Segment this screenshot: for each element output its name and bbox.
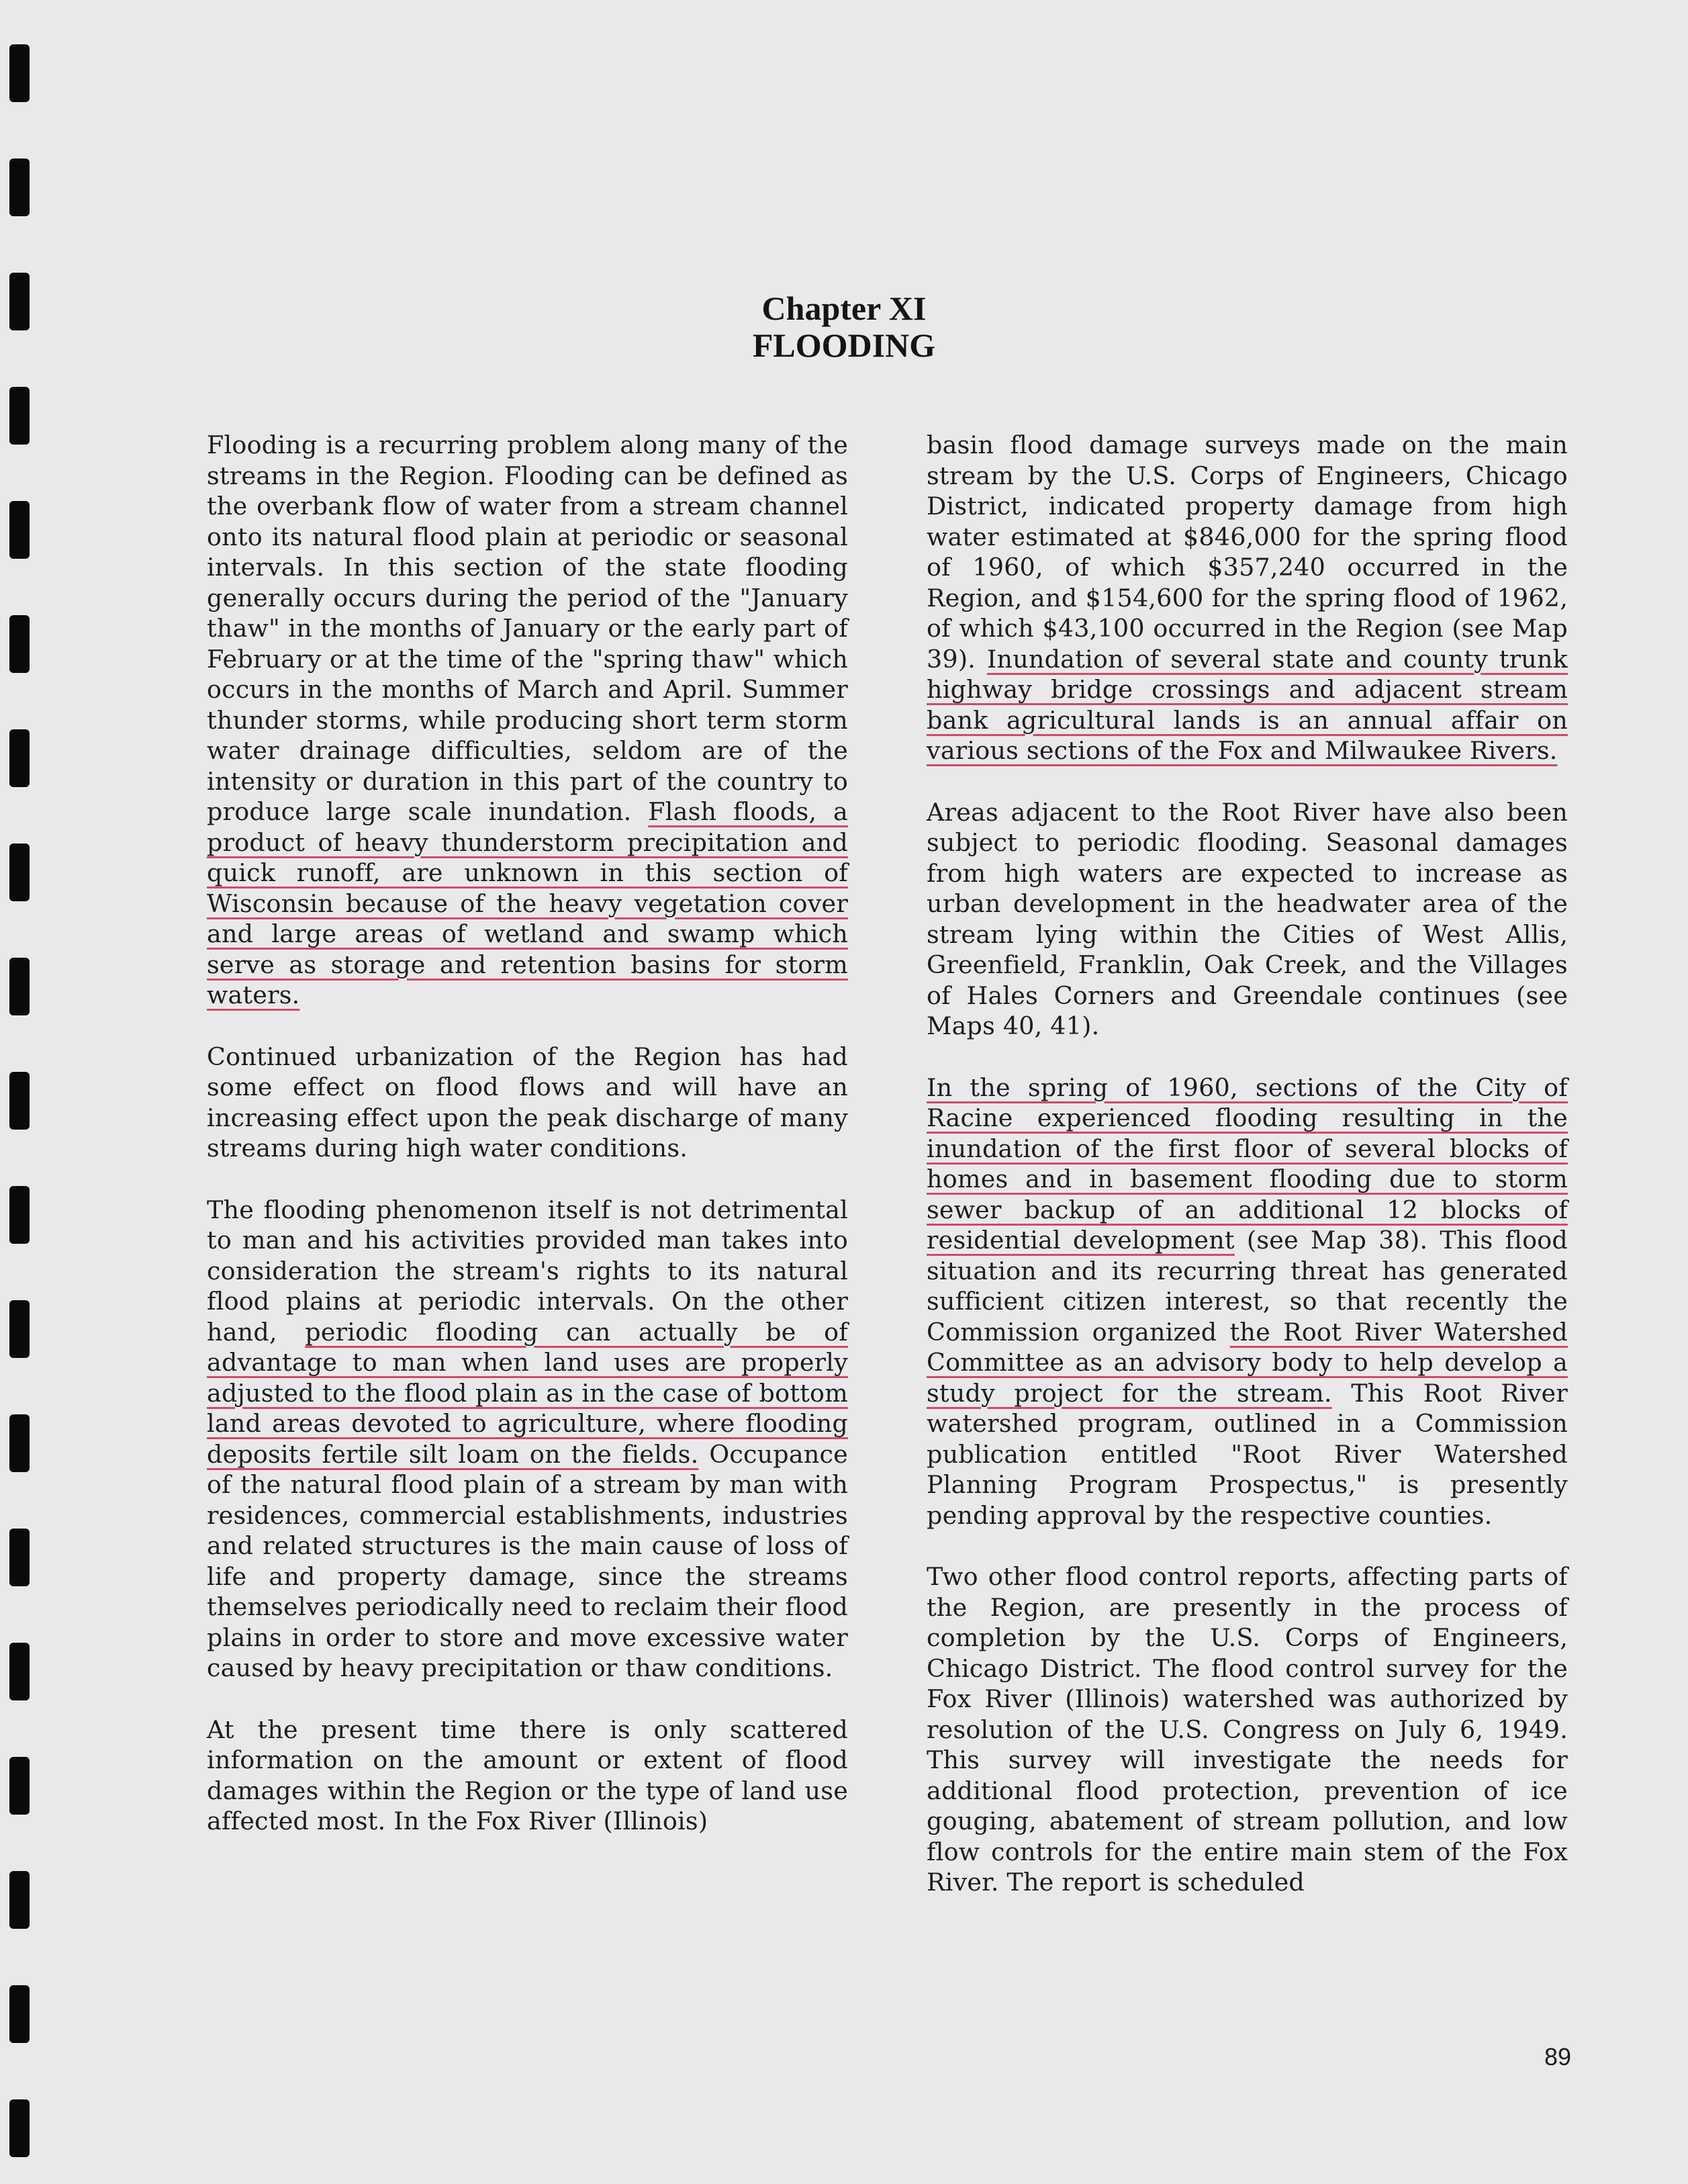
page-number: 89 (1544, 2043, 1572, 2071)
text-run: The flooding phenomenon itself is not detrimental to man and his activities provided man takes into consideration the stream's rights to its natural flood plains at periodic intervals. On the other hand, (207, 1195, 848, 1347)
text-run: basin flood damage surveys made on the main stream by the U.S. Corps of Engineers, Chicago District, indicated property damage from high water estimated at $846,000 for the spring flood of 1960, of which $357,240 occurred in the Region, and $154,600 for the spring flood of 1962, of which $43,100 occurred in the Region (see Map 39). (927, 430, 1568, 674)
binding-hole (9, 2099, 30, 2157)
binding-hole (9, 1643, 30, 1700)
binding-hole (9, 1414, 30, 1472)
chapter-heading (0, 290, 1688, 364)
text-run: Two other flood control reports, affecting parts of the Region, are presently in the process of completion by the U.S. Corps of Engineers, Chicago District. The flood control survey for the Fox River (Illinois) watershed was authorized by resolution of the U.S. Congress on July 6, 1949. This survey will investigate the needs for additional flood protection, prevention of ice gouging, abatement of stream pollution, and low flow controls for the entire main stem of the Fox River. The report is scheduled (927, 1562, 1568, 1897)
text-run: At the present time there is only scattered information on the amount or extent of flood damages within the Region or the type of land use affected most. In the Fox River (Illinois) (207, 1715, 848, 1835)
paragraph (207, 1195, 848, 1684)
underlined-passage: the Root River Watershed Committee as an advisory body to help develop a study project for the stream. (927, 1317, 1568, 1408)
text-run: This Root River watershed program, outlined in a Commission publication entitled "Root River Watershed Planning Program Prospectus," is presently pending approval by the respective counties. (927, 1378, 1568, 1530)
binding-hole (9, 1871, 30, 1929)
binding-hole (9, 1529, 30, 1586)
left-text-column (207, 430, 848, 1868)
chapter-title: FLOODING (752, 326, 936, 364)
text-run: Occupance of the natural flood plain of a stream by man with residences, commercial establishments, industries and related structures is the main cause of loss of life and property damage, since the streams themselves periodically need to reclaim their flood plains in order to store and move excessive water caused by heavy precipitation or thaw conditions. (207, 1439, 848, 1682)
binding-hole (9, 1300, 30, 1358)
text-run: Areas adjacent to the Root River have also been subject to periodic flooding. Seasonal damages from high waters are expected to increase as urban development in the headwater area of the stream lying within the Cities of West Allis, Greenfield, Franklin, Oak Creek, and the Villages of Hales Corners and Greendale continues (see Maps 40, 41). (927, 797, 1568, 1040)
binding-hole (9, 1985, 30, 2043)
binding-hole (9, 729, 30, 787)
binding-hole (9, 44, 30, 102)
binding-hole (9, 1072, 30, 1130)
text-run: (see Map 38). This flood situation and its recurring threat has generated sufficient citizen interest, so that recently the Commission organized (927, 1226, 1568, 1347)
binding-hole (9, 958, 30, 1015)
binding-hole (9, 501, 30, 559)
binding-hole (9, 387, 30, 445)
paragraph (207, 1042, 848, 1164)
paragraph (927, 1561, 1568, 1898)
binding-hole (9, 844, 30, 901)
text-run: Flooding is a recurring problem along many of the streams in the Region. Flooding can be defined as the overbank flow of water from a stream channel onto its natural flood plain at periodic or seasonal intervals. In this section of the state flooding generally occurs during the period of the "January thaw" in the months of January or the early part of February or at the time of the "spring thaw" which occurs in the months of March and April. Summer thunder storms, while producing short term storm water drainage difficulties, seldom are of the intensity or duration in this part of the country to produce large scale inundation. (207, 430, 848, 826)
underlined-passage: Flash floods, a product of heavy thunderstorm precipitation and quick runoff, are unknown in this section of Wisconsin because of the heavy vegetation cover and large areas of wetland and swamp which serve as storage and retention basins for storm waters. (207, 797, 848, 1009)
underlined-passage: periodic flooding can actually be of advantage to man when land uses are properly adjusted to the flood plain as in the case of bottom land areas devoted to agriculture, where flooding deposits fertile silt loam on the fields. (207, 1317, 848, 1469)
paragraph (207, 430, 848, 1011)
underlined-passage: In the spring of 1960, sections of the City of Racine experienced flooding resulting in the inundation of the first floor of several blocks of homes and in basement flooding due to storm sewer backup of an additional 12 blocks of residential development (927, 1073, 1568, 1255)
paragraph (207, 1715, 848, 1837)
binding-hole (9, 1186, 30, 1244)
chapter-number: Chapter XI (761, 289, 927, 327)
text-run: Continued urbanization of the Region has had some effect on flood flows and will have an increasing effect upon the peak discharge of many streams during high water conditions. (207, 1042, 848, 1163)
right-text-column (927, 430, 1568, 1929)
binding-hole (9, 1757, 30, 1815)
paragraph (927, 430, 1568, 766)
binding-hole (9, 615, 30, 673)
underlined-passage: Inundation of several state and county trunk highway bridge crossings and adjacent stream bank agricultural lands is an annual affair on various sections of the Fox and Milwaukee Rivers. (927, 644, 1568, 765)
paragraph (927, 797, 1568, 1042)
binding-hole (9, 158, 30, 216)
paragraph (927, 1073, 1568, 1531)
